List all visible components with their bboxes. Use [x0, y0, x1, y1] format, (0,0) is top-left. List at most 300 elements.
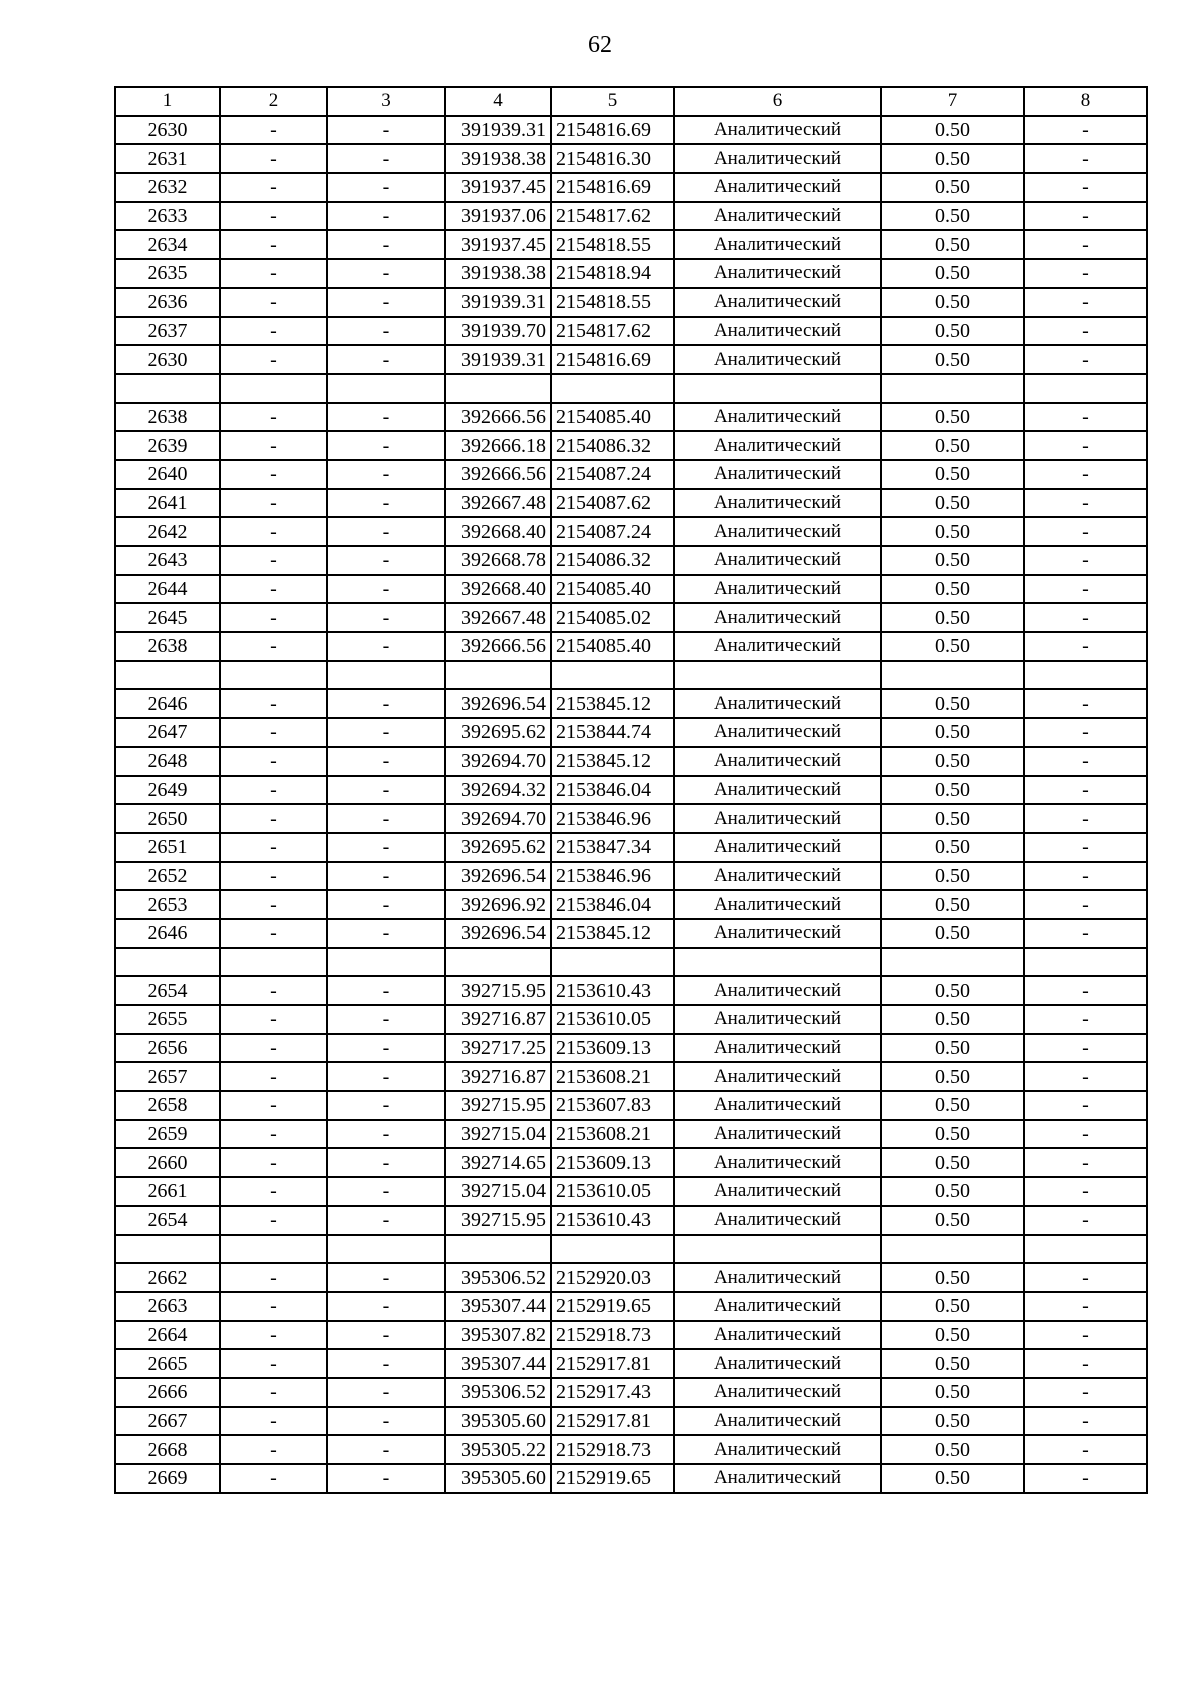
x-coordinate-cell — [445, 661, 551, 690]
col2-cell: - — [220, 1091, 327, 1120]
col8-cell: - — [1024, 890, 1147, 919]
method-cell: Аналитический — [674, 1206, 881, 1235]
col8-cell: - — [1024, 1091, 1147, 1120]
page-number: 62 — [588, 32, 612, 58]
col8-cell: - — [1024, 288, 1147, 317]
col2-cell: - — [220, 976, 327, 1005]
y-coordinate-cell: 2152918.73 — [551, 1435, 674, 1464]
col3-cell: - — [327, 144, 445, 173]
col2-cell — [220, 1235, 327, 1264]
table-row — [115, 116, 1147, 145]
point-number-cell: 2661 — [115, 1177, 220, 1206]
x-coordinate-cell: 395307.44 — [445, 1292, 551, 1321]
method-cell: Аналитический — [674, 431, 881, 460]
accuracy-cell: 0.50 — [881, 1349, 1024, 1378]
col8-cell: - — [1024, 1005, 1147, 1034]
table-row — [115, 1120, 1147, 1149]
method-cell: Аналитический — [674, 976, 881, 1005]
x-coordinate-cell: 392715.95 — [445, 976, 551, 1005]
accuracy-cell: 0.50 — [881, 1292, 1024, 1321]
y-coordinate-cell: 2153845.12 — [551, 689, 674, 718]
accuracy-cell: 0.50 — [881, 833, 1024, 862]
y-coordinate-cell: 2153608.21 — [551, 1062, 674, 1091]
col3-cell: - — [327, 1378, 445, 1407]
y-coordinate-cell: 2154085.40 — [551, 403, 674, 432]
method-cell: Аналитический — [674, 230, 881, 259]
col8-cell: - — [1024, 259, 1147, 288]
col2-cell: - — [220, 1120, 327, 1149]
col3-cell: - — [327, 517, 445, 546]
col2-cell: - — [220, 345, 327, 374]
accuracy-cell: 0.50 — [881, 862, 1024, 891]
column-header: 4 — [445, 87, 551, 116]
accuracy-cell: 0.50 — [881, 1435, 1024, 1464]
point-number-cell: 2637 — [115, 317, 220, 346]
col2-cell: - — [220, 1321, 327, 1350]
x-coordinate-cell: 392716.87 — [445, 1062, 551, 1091]
table-row — [115, 1062, 1147, 1091]
col2-cell: - — [220, 689, 327, 718]
y-coordinate-cell: 2153846.96 — [551, 862, 674, 891]
accuracy-cell: 0.50 — [881, 890, 1024, 919]
col2-cell: - — [220, 1263, 327, 1292]
table-row — [115, 776, 1147, 805]
col3-cell — [327, 661, 445, 690]
col8-cell: - — [1024, 202, 1147, 231]
y-coordinate-cell: 2153610.43 — [551, 976, 674, 1005]
col2-cell: - — [220, 919, 327, 948]
col3-cell: - — [327, 1034, 445, 1063]
col3-cell: - — [327, 173, 445, 202]
accuracy-cell: 0.50 — [881, 1378, 1024, 1407]
method-cell: Аналитический — [674, 776, 881, 805]
col8-cell: - — [1024, 833, 1147, 862]
method-cell: Аналитический — [674, 575, 881, 604]
col3-cell: - — [327, 862, 445, 891]
separator-row — [115, 1235, 1147, 1264]
accuracy-cell: 0.50 — [881, 1177, 1024, 1206]
y-coordinate-cell: 2153846.96 — [551, 804, 674, 833]
col3-cell: - — [327, 976, 445, 1005]
separator-row — [115, 948, 1147, 977]
x-coordinate-cell: 392695.62 — [445, 833, 551, 862]
col8-cell: - — [1024, 489, 1147, 518]
table-row — [115, 1321, 1147, 1350]
method-cell: Аналитический — [674, 603, 881, 632]
col8-cell: - — [1024, 403, 1147, 432]
accuracy-cell: 0.50 — [881, 747, 1024, 776]
x-coordinate-cell: 391939.31 — [445, 345, 551, 374]
y-coordinate-cell: 2154816.69 — [551, 345, 674, 374]
y-coordinate-cell: 2154816.30 — [551, 144, 674, 173]
x-coordinate-cell: 392666.56 — [445, 460, 551, 489]
col3-cell: - — [327, 202, 445, 231]
accuracy-cell: 0.50 — [881, 1120, 1024, 1149]
col2-cell: - — [220, 403, 327, 432]
accuracy-cell — [881, 948, 1024, 977]
y-coordinate-cell: 2152919.65 — [551, 1464, 674, 1493]
x-coordinate-cell: 392696.54 — [445, 919, 551, 948]
x-coordinate-cell: 392694.32 — [445, 776, 551, 805]
col2-cell: - — [220, 862, 327, 891]
col3-cell — [327, 948, 445, 977]
point-number-cell: 2652 — [115, 862, 220, 891]
table-row — [115, 603, 1147, 632]
accuracy-cell: 0.50 — [881, 202, 1024, 231]
table-row — [115, 1148, 1147, 1177]
x-coordinate-cell: 392668.40 — [445, 517, 551, 546]
method-cell: Аналитический — [674, 116, 881, 145]
col8-cell: - — [1024, 345, 1147, 374]
y-coordinate-cell: 2154816.69 — [551, 173, 674, 202]
x-coordinate-cell: 395305.60 — [445, 1464, 551, 1493]
col3-cell: - — [327, 1464, 445, 1493]
table-row — [115, 804, 1147, 833]
y-coordinate-cell: 2153846.04 — [551, 890, 674, 919]
y-coordinate-cell: 2153844.74 — [551, 718, 674, 747]
point-number-cell: 2651 — [115, 833, 220, 862]
y-coordinate-cell: 2153609.13 — [551, 1148, 674, 1177]
col3-cell: - — [327, 1148, 445, 1177]
method-cell: Аналитический — [674, 144, 881, 173]
accuracy-cell: 0.50 — [881, 489, 1024, 518]
method-cell: Аналитический — [674, 747, 881, 776]
point-number-cell: 2659 — [115, 1120, 220, 1149]
accuracy-cell: 0.50 — [881, 230, 1024, 259]
method-cell: Аналитический — [674, 804, 881, 833]
point-number-cell: 2633 — [115, 202, 220, 231]
method-cell: Аналитический — [674, 1091, 881, 1120]
x-coordinate-cell: 392714.65 — [445, 1148, 551, 1177]
col2-cell: - — [220, 718, 327, 747]
separator-row — [115, 374, 1147, 403]
col2-cell: - — [220, 1062, 327, 1091]
accuracy-cell: 0.50 — [881, 575, 1024, 604]
col8-cell: - — [1024, 776, 1147, 805]
method-cell: Аналитический — [674, 1292, 881, 1321]
x-coordinate-cell: 392696.92 — [445, 890, 551, 919]
table-row — [115, 1177, 1147, 1206]
x-coordinate-cell: 395307.82 — [445, 1321, 551, 1350]
accuracy-cell: 0.50 — [881, 919, 1024, 948]
x-coordinate-cell: 391938.38 — [445, 144, 551, 173]
y-coordinate-cell: 2154085.40 — [551, 575, 674, 604]
col3-cell: - — [327, 546, 445, 575]
col8-cell: - — [1024, 317, 1147, 346]
x-coordinate-cell: 395306.52 — [445, 1263, 551, 1292]
x-coordinate-cell — [445, 948, 551, 977]
x-coordinate-cell: 392717.25 — [445, 1034, 551, 1063]
col3-cell — [327, 374, 445, 403]
y-coordinate-cell — [551, 661, 674, 690]
method-cell: Аналитический — [674, 517, 881, 546]
x-coordinate-cell: 391938.38 — [445, 259, 551, 288]
y-coordinate-cell: 2154818.55 — [551, 288, 674, 317]
x-coordinate-cell: 391939.70 — [445, 317, 551, 346]
method-cell — [674, 374, 881, 403]
y-coordinate-cell: 2153610.05 — [551, 1177, 674, 1206]
col8-cell: - — [1024, 1062, 1147, 1091]
y-coordinate-cell: 2154816.69 — [551, 116, 674, 145]
separator-row — [115, 661, 1147, 690]
method-cell: Аналитический — [674, 1120, 881, 1149]
y-coordinate-cell: 2152919.65 — [551, 1292, 674, 1321]
point-number-cell: 2632 — [115, 173, 220, 202]
col2-cell: - — [220, 1148, 327, 1177]
method-cell: Аналитический — [674, 632, 881, 661]
point-number-cell: 2636 — [115, 288, 220, 317]
method-cell — [674, 661, 881, 690]
table-row — [115, 575, 1147, 604]
x-coordinate-cell: 392666.18 — [445, 431, 551, 460]
x-coordinate-cell: 392715.95 — [445, 1091, 551, 1120]
col2-cell: - — [220, 1292, 327, 1321]
col3-cell: - — [327, 1321, 445, 1350]
col2-cell: - — [220, 603, 327, 632]
col8-cell: - — [1024, 718, 1147, 747]
col2-cell: - — [220, 431, 327, 460]
col8-cell: - — [1024, 603, 1147, 632]
col3-cell: - — [327, 317, 445, 346]
method-cell: Аналитический — [674, 1062, 881, 1091]
col2-cell: - — [220, 288, 327, 317]
x-coordinate-cell: 392667.48 — [445, 489, 551, 518]
col2-cell: - — [220, 1435, 327, 1464]
col2-cell: - — [220, 460, 327, 489]
x-coordinate-cell: 392668.40 — [445, 575, 551, 604]
point-number-cell: 2634 — [115, 230, 220, 259]
method-cell: Аналитический — [674, 1407, 881, 1436]
accuracy-cell: 0.50 — [881, 144, 1024, 173]
table-row — [115, 976, 1147, 1005]
accuracy-cell: 0.50 — [881, 976, 1024, 1005]
table-row — [115, 1407, 1147, 1436]
method-cell: Аналитический — [674, 1263, 881, 1292]
col8-cell: - — [1024, 1407, 1147, 1436]
column-header: 3 — [327, 87, 445, 116]
point-number-cell: 2638 — [115, 403, 220, 432]
accuracy-cell: 0.50 — [881, 259, 1024, 288]
method-cell: Аналитический — [674, 202, 881, 231]
y-coordinate-cell: 2154085.40 — [551, 632, 674, 661]
y-coordinate-cell: 2152917.81 — [551, 1407, 674, 1436]
point-number-cell: 2662 — [115, 1263, 220, 1292]
col3-cell: - — [327, 776, 445, 805]
col2-cell: - — [220, 804, 327, 833]
col8-cell: - — [1024, 1120, 1147, 1149]
col8-cell — [1024, 374, 1147, 403]
col3-cell: - — [327, 804, 445, 833]
col8-cell: - — [1024, 1464, 1147, 1493]
y-coordinate-cell — [551, 374, 674, 403]
col3-cell: - — [327, 718, 445, 747]
y-coordinate-cell: 2154818.55 — [551, 230, 674, 259]
col3-cell: - — [327, 1177, 445, 1206]
col8-cell — [1024, 948, 1147, 977]
point-number-cell: 2641 — [115, 489, 220, 518]
point-number-cell: 2668 — [115, 1435, 220, 1464]
col8-cell: - — [1024, 632, 1147, 661]
col3-cell: - — [327, 919, 445, 948]
x-coordinate-cell: 391937.45 — [445, 173, 551, 202]
table-row — [115, 173, 1147, 202]
point-number-cell: 2630 — [115, 345, 220, 374]
table-row — [115, 403, 1147, 432]
accuracy-cell: 0.50 — [881, 1263, 1024, 1292]
point-number-cell: 2649 — [115, 776, 220, 805]
accuracy-cell: 0.50 — [881, 1091, 1024, 1120]
x-coordinate-cell: 395307.44 — [445, 1349, 551, 1378]
point-number-cell: 2642 — [115, 517, 220, 546]
col3-cell: - — [327, 890, 445, 919]
y-coordinate-cell: 2154086.32 — [551, 431, 674, 460]
x-coordinate-cell: 391937.06 — [445, 202, 551, 231]
accuracy-cell: 0.50 — [881, 1321, 1024, 1350]
point-number-cell: 2648 — [115, 747, 220, 776]
accuracy-cell: 0.50 — [881, 288, 1024, 317]
x-coordinate-cell: 391939.31 — [445, 116, 551, 145]
col2-cell — [220, 374, 327, 403]
point-number-cell — [115, 1235, 220, 1264]
col3-cell: - — [327, 288, 445, 317]
col3-cell: - — [327, 1263, 445, 1292]
method-cell: Аналитический — [674, 919, 881, 948]
x-coordinate-cell: 392695.62 — [445, 718, 551, 747]
column-header: 1 — [115, 87, 220, 116]
col8-cell: - — [1024, 546, 1147, 575]
col3-cell: - — [327, 489, 445, 518]
method-cell: Аналитический — [674, 689, 881, 718]
col8-cell: - — [1024, 689, 1147, 718]
col3-cell: - — [327, 460, 445, 489]
accuracy-cell: 0.50 — [881, 804, 1024, 833]
x-coordinate-cell: 392694.70 — [445, 804, 551, 833]
column-header: 6 — [674, 87, 881, 116]
col3-cell: - — [327, 1435, 445, 1464]
y-coordinate-cell: 2153846.04 — [551, 776, 674, 805]
y-coordinate-cell: 2152917.43 — [551, 1378, 674, 1407]
point-number-cell: 2644 — [115, 575, 220, 604]
col3-cell: - — [327, 1292, 445, 1321]
col2-cell: - — [220, 1206, 327, 1235]
point-number-cell: 2654 — [115, 1206, 220, 1235]
col8-cell: - — [1024, 1148, 1147, 1177]
col8-cell: - — [1024, 1321, 1147, 1350]
col2-cell: - — [220, 489, 327, 518]
col8-cell: - — [1024, 1378, 1147, 1407]
y-coordinate-cell: 2153847.34 — [551, 833, 674, 862]
method-cell: Аналитический — [674, 1321, 881, 1350]
col3-cell: - — [327, 1091, 445, 1120]
accuracy-cell: 0.50 — [881, 173, 1024, 202]
column-header: 8 — [1024, 87, 1147, 116]
x-coordinate-cell: 392668.78 — [445, 546, 551, 575]
method-cell: Аналитический — [674, 489, 881, 518]
method-cell: Аналитический — [674, 403, 881, 432]
col2-cell: - — [220, 890, 327, 919]
method-cell: Аналитический — [674, 546, 881, 575]
method-cell: Аналитический — [674, 718, 881, 747]
point-number-cell — [115, 374, 220, 403]
x-coordinate-cell: 392716.87 — [445, 1005, 551, 1034]
y-coordinate-cell: 2152917.81 — [551, 1349, 674, 1378]
accuracy-cell: 0.50 — [881, 517, 1024, 546]
col2-cell — [220, 661, 327, 690]
method-cell: Аналитический — [674, 1378, 881, 1407]
col2-cell: - — [220, 517, 327, 546]
method-cell — [674, 1235, 881, 1264]
col2-cell: - — [220, 546, 327, 575]
col2-cell: - — [220, 1177, 327, 1206]
col2-cell: - — [220, 1407, 327, 1436]
x-coordinate-cell: 392715.04 — [445, 1177, 551, 1206]
col8-cell: - — [1024, 1177, 1147, 1206]
x-coordinate-cell: 392715.04 — [445, 1120, 551, 1149]
col3-cell: - — [327, 1005, 445, 1034]
x-coordinate-cell — [445, 374, 551, 403]
x-coordinate-cell: 392667.48 — [445, 603, 551, 632]
y-coordinate-cell: 2152918.73 — [551, 1321, 674, 1350]
method-cell: Аналитический — [674, 1435, 881, 1464]
col8-cell: - — [1024, 1435, 1147, 1464]
accuracy-cell — [881, 1235, 1024, 1264]
point-number-cell: 2667 — [115, 1407, 220, 1436]
accuracy-cell: 0.50 — [881, 1206, 1024, 1235]
accuracy-cell: 0.50 — [881, 776, 1024, 805]
table-row — [115, 288, 1147, 317]
x-coordinate-cell: 391939.31 — [445, 288, 551, 317]
method-cell: Аналитический — [674, 1464, 881, 1493]
point-number-cell — [115, 948, 220, 977]
table-row — [115, 317, 1147, 346]
col3-cell: - — [327, 833, 445, 862]
col2-cell: - — [220, 230, 327, 259]
accuracy-cell — [881, 661, 1024, 690]
y-coordinate-cell: 2152920.03 — [551, 1263, 674, 1292]
col3-cell: - — [327, 403, 445, 432]
table-row — [115, 1292, 1147, 1321]
y-coordinate-cell: 2153845.12 — [551, 919, 674, 948]
col8-cell: - — [1024, 976, 1147, 1005]
y-coordinate-cell: 2153609.13 — [551, 1034, 674, 1063]
table-row — [115, 833, 1147, 862]
accuracy-cell: 0.50 — [881, 1005, 1024, 1034]
col2-cell: - — [220, 173, 327, 202]
col2-cell: - — [220, 144, 327, 173]
accuracy-cell: 0.50 — [881, 403, 1024, 432]
table-row — [115, 345, 1147, 374]
table-row — [115, 1034, 1147, 1063]
accuracy-cell: 0.50 — [881, 116, 1024, 145]
accuracy-cell: 0.50 — [881, 546, 1024, 575]
method-cell: Аналитический — [674, 1177, 881, 1206]
table-row — [115, 460, 1147, 489]
col8-cell: - — [1024, 173, 1147, 202]
x-coordinate-cell: 392666.56 — [445, 632, 551, 661]
col8-cell: - — [1024, 1206, 1147, 1235]
point-number-cell: 2657 — [115, 1062, 220, 1091]
method-cell: Аналитический — [674, 173, 881, 202]
y-coordinate-cell: 2153608.21 — [551, 1120, 674, 1149]
col3-cell — [327, 1235, 445, 1264]
y-coordinate-cell: 2154086.32 — [551, 546, 674, 575]
col2-cell: - — [220, 1005, 327, 1034]
table-row — [115, 862, 1147, 891]
point-number-cell: 2665 — [115, 1349, 220, 1378]
coordinates-table — [114, 86, 1148, 1494]
point-number-cell: 2630 — [115, 116, 220, 145]
y-coordinate-cell: 2154818.94 — [551, 259, 674, 288]
